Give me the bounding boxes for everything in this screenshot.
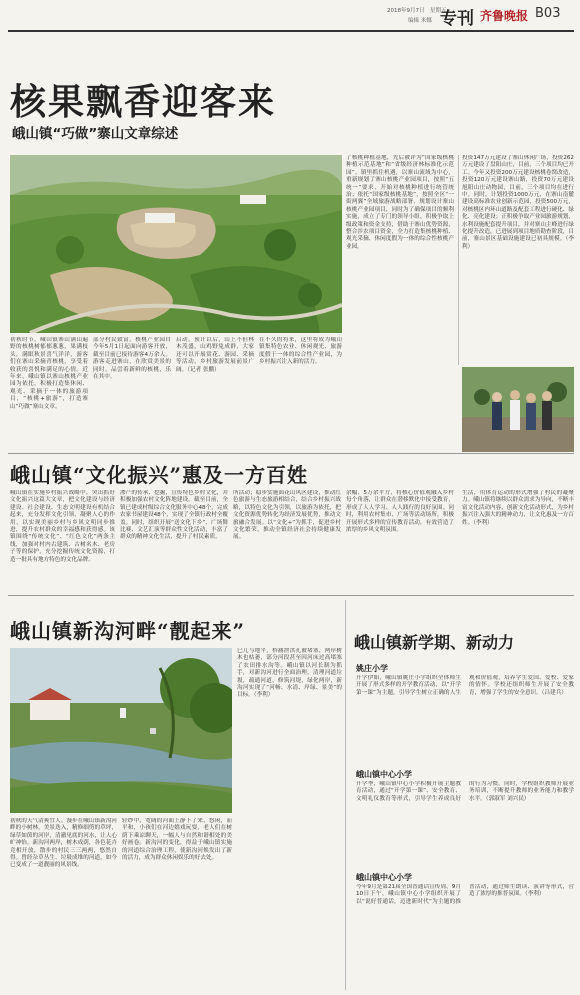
lead-col-b4: 在不久的将来，这里将成为峨山镇集特色农业、休闲观光、旅游度假于一体的综合性产业园，为乡村振兴注入新的活力。 <box>259 337 342 366</box>
lead-headline: 核果飘香迎客来 <box>10 81 277 123</box>
story4-headline: 峨山镇新学期、新动力 <box>354 633 515 652</box>
lead-col-b3: 启动，预计以后，山上不但林木茂盛，山鸡野兔成群，大家还可以开展赏花、游园、采摘等活动，乡村旅游发展前景广阔。（记者 张鹏） <box>176 337 254 373</box>
river-photo <box>10 648 232 813</box>
visitors-photo <box>462 367 574 452</box>
section-1-text: 开学伊始，峨山镇姚庄小学组织全体师生开展了形式多样的开学教育活动，以“开学第一课”为主题，引导学生树立正确的人生观和价值观，培养学生爱国、爱校、爱家的情怀。学校还组织师生开展了安全教育，增强了学生的安全意识。（吕建兵） <box>356 675 574 696</box>
section-label: 专刊 <box>440 9 474 29</box>
story2-col-4: 余幅、5万余平方，将核心价值观融入乡村每个角落，让群众在潜移默化中接受教育，形成了人人学习、人人践行的良好氛围。同时，利用农村集市、广场等活动场所，积极开展形式多样的宣传教育活动，有效营造了浓厚的乡风文明氛围。 <box>346 490 454 534</box>
story2-col-5: 生活，用体育运动的形式增强了村民的凝聚力。峨山镇将继续以群众需求为导向，不断丰富文化活动内容，创新文化活动形式，为乡村振兴注入强大的精神动力，让文化惠及一方百姓。（李利） <box>462 490 574 526</box>
section-3-text: 今年9月是第21届全国普通话宣传周，9月10日下午，峨山镇中心小学组织开展了以“说好普通话，迈进新时代”为主题的推普活动，通过师生朗读、演讲等形式，营造了浓厚的推普氛围。（李利） <box>356 884 574 905</box>
editor-line: 编辑 米娜 <box>408 18 432 24</box>
lead-col-b2: 部分村民致富。核桃产业园自今年5月1日起面向游客开放，截至目前已接待游客4万余人。游客走进寨山，在欣赏美景的同时，品尝着新鲜的核桃，乐在其中。 <box>93 337 171 381</box>
story3-col-1: 初秋的天气清爽宜人。漫步在峨山镇新沟河畔的小树林，美景迭入，精修细剪的草坪，绿草如茵的河岸，清澈见底的河水，让人心旷神怡。新沟河两岸，树木成荫，各色花卉竞相开放，散步的村民三三两两，悠然自得。曾经杂草丛生、垃圾成堆的河道，如今已变成了一道靓丽的风景线。 <box>10 818 117 869</box>
story3-headline: 峨山镇新沟河畔“靓起来” <box>10 619 246 643</box>
story3-col-3: 巳几与地平，桥涵泄洪孔被堵塞，两岸树木也枯萎，部分河段甚至因河床过高堵塞了农田排水沟等。峨山镇以河长制为抓手，对新沟河进行全面治理，清理河道垃圾，疏通河道，修筑河堤，绿化两岸，新沟河实现了“河畅、水清、岸绿、景美”的目标。（李利） <box>237 648 342 699</box>
lead-col-right-2: 投资147万元建设了寨山休闲广场，投资262万元建设了盘阳山庄，目前，三个项目均已开工。今年又投资200万元建设核桃卷窝改造，投资120万元建设寨山路，投资70万元建设旭阳山庄动物园，目前，三个项目均在进行中。同时，计划投资1000万元，在寨山南麓建设高标准农业创新示范园，投资500万元，对核桃区内环山道路及配套工程进行硬化、绿化、亮化建设；正积极争取产业园旅游规划，水利设施配套提升项目，并对寨山主峰进行绿化提升改造，已进展到项目地质勘查阶段，目前，寨山景区基础设施建设已初具规模。（李利） <box>462 155 574 250</box>
masthead-rule <box>8 30 574 32</box>
story2-col-2: 渗产的传承、挖掘，宣传特色乡村文化，并积极加强农村文化阵地建设。截至目前，全镇已建成村级综合文化服务中心48个，完成农家书屋建设48个，实现了全镇行政村全覆盖。同时，组织开展“送文化下乡”、广场舞比赛、文艺汇演等群众性文化活动，丰富了群众的精神文化生活，提升了村民素质。 <box>120 490 228 541</box>
lead-col-right-1: 了核桃种植基地，先后被评为“国家级核桃种植示范基地”和“省级经济林标准化示范园”。镇里抓住机遇，以寨山流域为中心，重新规划了寨山核桃产业园项目，按照“五统一”要求，开始对核桃种植进行统管统治；依托“国家级核桃基地”，按照全区“一街两翼”全域旅游战略部署，规划设计寨山核桃产业园项目，同时为了确保项目的顺利实施，成立了专门的领导小组，积极争取上级政策和资金支持，借助于寨山优势资源，整合涉农项目资金，全力打造集核桃种植、观光采摘、休闲度假为一体的综合性核桃产业园。 <box>346 155 454 250</box>
paper-logo: 齐鲁晚报 <box>480 9 529 23</box>
section-1-title: 姚庄小学 <box>356 664 388 673</box>
story2-col-3: 所活动；稳步实施面花山风区建设，推动红色旅游与生态旅游相结合，结合乡村振兴战略，以特色文化为引领，以旅游为依托，把文化资源优势转化为经济发展优势，推动文旅融合发展。以“文化+”为抓手，促进乡村文化繁荣，推动全镇经济社会持续健康发展。 <box>233 490 341 541</box>
section-2-text: 开学季，峨山镇中心小学积极开展主题教育活动，通过“开学第一课”、安全教育、文明礼仪教育等形式，引导学生养成良好的行为习惯。同时，学校组织教师开展业务培训，不断提升教师的业务能力和教学水平。（郭淑军 刘兴民） <box>356 781 574 802</box>
lead-col-b1: 初秋时节，峨山镇寨山满山遍野的核桃树郁郁葱葱，果满枝头，满眼秋景喜气洋洋，游客们在寨山采摘青核桃，享受着收获的喜悦和满足的心情。近年来，峨山镇以寨山核桃产业园为依托，积极打造集休闲、观光、采摘于一体的旅游项目，“核桃+旅游”，打造寨山“巧做”寨山文章。 <box>10 337 88 410</box>
page-number: B03 <box>535 6 561 21</box>
story2-col-1: 峨山镇在实施乡村振兴战略中，突出抓好文化振兴这篇大文章，把文化建设与经济建设、社会建设、生态文明建设有机结合起来，充分发挥文化引领、凝聚人心的作用，以实现美丽乡村与乡风文明同步推进，提升农村群众的幸福感和获得感。该镇围绕“传统文化”、“红色文化”两条主线，加强对村内古建筑、古树名木、老房子等的保护，充分挖掘传统文化资源，打造一批具有地方特色的文化品牌。 <box>10 490 115 563</box>
story3-col-2: 轻纱中，宽阔的河面上静下了来，悠闲，而平和，小孩们在河边嬉戏玩耍，老人们在树荫下乘凉聊天，一幅人与自然和谐相处的美好画卷。新沟河的变化，得益于峨山镇实施的河道综合治理工程，使新沟河焕发出了新的活力，成为群众休闲娱乐的好去处。 <box>122 818 232 862</box>
section-2-title: 峨山镇中心小学 <box>356 770 412 779</box>
section-3-title: 峨山镇中心小学 <box>356 873 412 882</box>
lead-photo <box>10 155 342 333</box>
story2-headline: 峨山镇“文化振兴”惠及一方百姓 <box>10 463 309 487</box>
lead-subhead: 峨山镇“巧做”寨山文章综述 <box>12 126 179 142</box>
date-line: 2018年9月7日 星期五 <box>387 8 447 14</box>
